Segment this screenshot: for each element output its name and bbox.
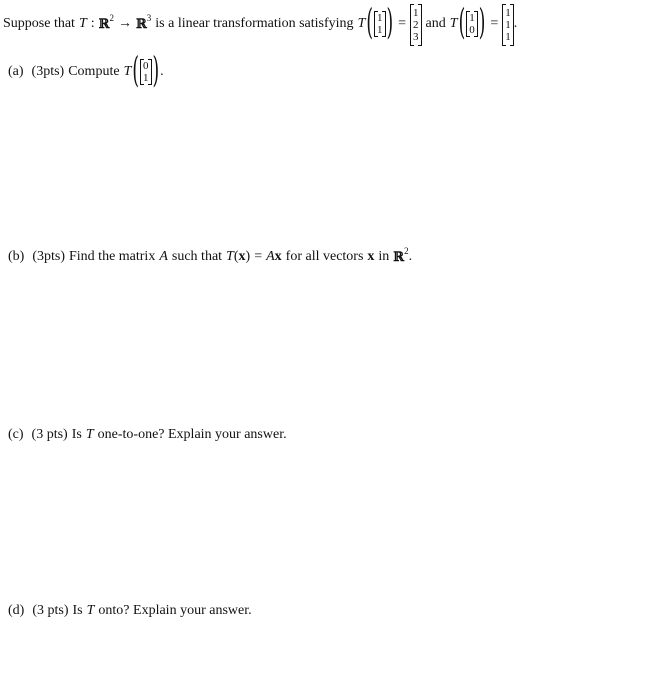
intro-prefix: Suppose that bbox=[3, 16, 75, 31]
domain-space: ℝ bbox=[98, 16, 110, 32]
domain-exponent: 2 bbox=[109, 12, 114, 23]
matrix-symbol-2: A bbox=[266, 249, 275, 264]
transformation-symbol: T bbox=[78, 16, 87, 31]
input-vector-2 bbox=[466, 11, 478, 37]
output-vector-2 bbox=[502, 4, 514, 46]
transformation-symbol-3: T bbox=[449, 16, 458, 31]
question-b-points: (3pts) bbox=[32, 249, 65, 264]
question-b-text-mid: such that bbox=[171, 249, 223, 264]
close-paren: ) bbox=[245, 249, 251, 264]
transformation-symbol: T bbox=[226, 249, 234, 264]
equals-sign: = bbox=[398, 16, 407, 31]
question-d-points: (3 pts) bbox=[32, 603, 69, 618]
intro-period: . bbox=[513, 16, 518, 31]
vector-x-3: x bbox=[367, 249, 375, 264]
question-d-text: onto? Explain your answer. bbox=[98, 603, 252, 618]
colon: : bbox=[90, 16, 95, 31]
vector-entry: 1 bbox=[377, 12, 383, 24]
question-a-period: . bbox=[160, 64, 164, 79]
question-a bbox=[8, 49, 164, 92]
question-b bbox=[8, 247, 412, 267]
open-paren: ( bbox=[233, 249, 239, 264]
intro-middle-text: is a linear transformation satisfying bbox=[155, 16, 354, 31]
input-vector-1 bbox=[374, 11, 386, 37]
vector-entry: 3 bbox=[413, 31, 419, 43]
vector-entry: 1 bbox=[469, 12, 475, 24]
equals-sign-2: = bbox=[490, 16, 499, 31]
vector-entry: 2 bbox=[413, 19, 419, 31]
question-d-label: (d) bbox=[8, 603, 25, 618]
and-text: and bbox=[425, 16, 446, 31]
codomain-exponent: 3 bbox=[146, 12, 152, 23]
vector-x-2: x bbox=[274, 249, 282, 264]
vector-entry: 1 bbox=[377, 24, 383, 36]
right-paren: ) bbox=[152, 49, 160, 92]
question-c bbox=[8, 425, 287, 445]
vector-x: x bbox=[238, 249, 246, 264]
question-a-label: (a) bbox=[8, 64, 24, 79]
question-c-is: Is bbox=[71, 427, 82, 442]
vector-entry: 1 bbox=[505, 19, 511, 31]
real-space-exponent: 2 bbox=[404, 245, 409, 256]
transformation-symbol: T bbox=[86, 603, 95, 618]
question-c-label: (c) bbox=[8, 427, 24, 442]
vector-entry: 1 bbox=[505, 31, 511, 43]
question-b-period: . bbox=[408, 249, 413, 264]
question-b-text-before: Find the matrix bbox=[69, 249, 156, 264]
equals-sign: = bbox=[254, 249, 263, 264]
transformation-symbol: T bbox=[123, 64, 132, 79]
right-paren: ) bbox=[386, 1, 394, 44]
question-d bbox=[8, 601, 252, 621]
left-paren: ( bbox=[366, 1, 373, 44]
transformation-symbol-2: T bbox=[357, 16, 366, 31]
question-b-label: (b) bbox=[8, 249, 25, 264]
vector-entry: 1 bbox=[505, 7, 511, 19]
arrow: → bbox=[117, 16, 132, 31]
left-paren: ( bbox=[458, 1, 466, 44]
question-c-text: one-to-one? Explain your answer. bbox=[97, 427, 287, 442]
output-vector-1 bbox=[410, 4, 422, 46]
question-c-points: (3 pts) bbox=[31, 427, 68, 442]
right-paren: ) bbox=[478, 1, 486, 44]
question-a-text: Compute bbox=[68, 64, 120, 79]
vector-entry: 0 bbox=[143, 60, 149, 72]
vector-entry: 0 bbox=[469, 24, 475, 36]
matrix-symbol: A bbox=[159, 249, 168, 264]
vector-entry: 1 bbox=[413, 7, 419, 19]
in-text: in bbox=[378, 249, 390, 264]
question-a-points: (3pts) bbox=[31, 64, 65, 79]
codomain-space: ℝ bbox=[135, 16, 147, 32]
question-a-vector bbox=[140, 59, 152, 85]
vector-entry: 1 bbox=[143, 72, 149, 84]
question-d-is: Is bbox=[72, 603, 83, 618]
left-paren: ( bbox=[132, 49, 139, 92]
real-space: ℝ bbox=[393, 249, 405, 265]
problem-statement bbox=[3, 0, 517, 48]
transformation-symbol: T bbox=[85, 427, 94, 442]
question-b-text-after: for all vectors bbox=[285, 249, 364, 264]
